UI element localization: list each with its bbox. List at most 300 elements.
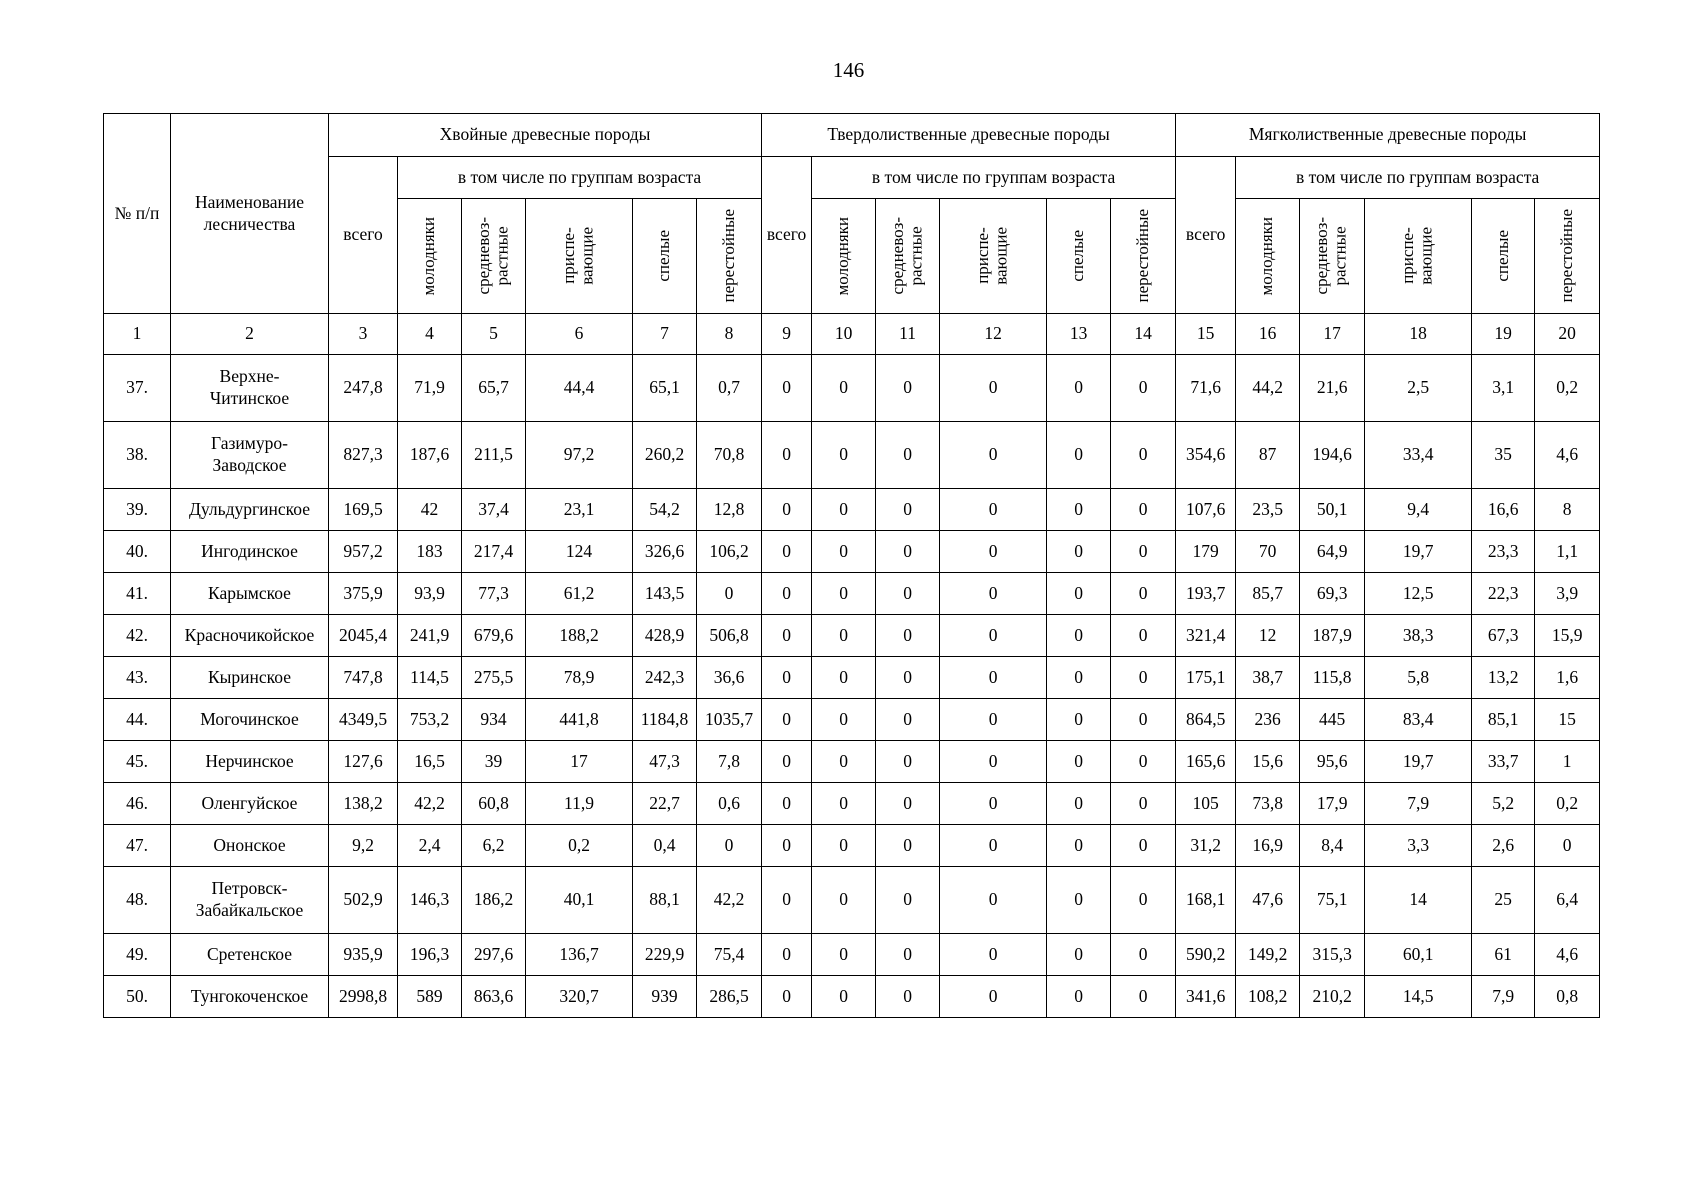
table-cell: 0 — [1111, 783, 1176, 825]
table-cell: 0 — [1047, 355, 1111, 422]
table-cell: 0 — [1111, 867, 1176, 934]
table-cell: 6,4 — [1535, 867, 1600, 934]
table-cell: 124 — [526, 531, 633, 573]
table-cell: 0 — [1111, 422, 1176, 489]
table-cell: 71,6 — [1176, 355, 1236, 422]
table-cell: 14,5 — [1365, 976, 1472, 1018]
table-cell: 0 — [762, 422, 812, 489]
table-cell: 0 — [762, 699, 812, 741]
column-number: 17 — [1300, 314, 1365, 355]
header-age-group — [1300, 199, 1365, 314]
table-cell: 42,2 — [398, 783, 462, 825]
table-cell: 0 — [1047, 573, 1111, 615]
table-cell: 0 — [1047, 934, 1111, 976]
table-cell: 22,7 — [633, 783, 697, 825]
table-cell: 934 — [462, 699, 526, 741]
row-number: 45. — [104, 741, 171, 783]
header-age-group-text: вающие — [1417, 227, 1437, 285]
forestry-name — [171, 825, 329, 867]
column-number: 12 — [940, 314, 1047, 355]
table-cell: 187,9 — [1300, 615, 1365, 657]
table-cell: 0 — [697, 825, 762, 867]
table-cell: 242,3 — [633, 657, 697, 699]
table-cell: 5,8 — [1365, 657, 1472, 699]
forestry-name-line: Заводское — [212, 455, 287, 475]
table-cell: 0 — [876, 531, 940, 573]
row-number: 50. — [104, 976, 171, 1018]
table-cell: 0 — [812, 976, 876, 1018]
table-cell: 1184,8 — [633, 699, 697, 741]
table-cell: 0 — [940, 783, 1047, 825]
table-cell: 60,8 — [462, 783, 526, 825]
table-cell: 0 — [812, 657, 876, 699]
table-row — [104, 489, 1600, 531]
table-cell: 50,1 — [1300, 489, 1365, 531]
table-cell: 0 — [1111, 699, 1176, 741]
forestry-name — [171, 422, 329, 489]
table-cell: 9,4 — [1365, 489, 1472, 531]
table-cell: 0 — [762, 573, 812, 615]
forestry-name — [171, 976, 329, 1018]
table-cell: 326,6 — [633, 531, 697, 573]
table-cell: 14 — [1365, 867, 1472, 934]
row-number: 42. — [104, 615, 171, 657]
header-age-group-text: вающие — [992, 227, 1012, 285]
table-cell: 75,1 — [1300, 867, 1365, 934]
header-age-group — [526, 199, 633, 314]
header-name: Наименование лесничества — [171, 114, 329, 314]
header-subgroup: в том числе по группам возраста — [812, 157, 1176, 199]
table-row — [104, 615, 1600, 657]
table-cell: 33,7 — [1472, 741, 1535, 783]
header-age-group-text: спелые — [1492, 230, 1512, 282]
table-cell: 17,9 — [1300, 783, 1365, 825]
table-cell: 64,9 — [1300, 531, 1365, 573]
header-age-group — [876, 199, 940, 314]
table-cell: 0 — [1047, 783, 1111, 825]
table-cell: 54,2 — [633, 489, 697, 531]
table-cell: 15 — [1535, 699, 1600, 741]
table-cell: 85,7 — [1236, 573, 1300, 615]
header-age-group — [462, 199, 526, 314]
table-cell: 23,1 — [526, 489, 633, 531]
table-cell: 0 — [1111, 934, 1176, 976]
row-number: 44. — [104, 699, 171, 741]
table-cell: 73,8 — [1236, 783, 1300, 825]
table-cell: 0 — [762, 934, 812, 976]
table-cell: 211,5 — [462, 422, 526, 489]
table-cell: 1035,7 — [697, 699, 762, 741]
table-cell: 0 — [940, 422, 1047, 489]
column-number: 15 — [1176, 314, 1236, 355]
table-cell: 0 — [1111, 355, 1176, 422]
row-number: 40. — [104, 531, 171, 573]
table-cell: 78,9 — [526, 657, 633, 699]
column-number: 10 — [812, 314, 876, 355]
table-cell: 4,6 — [1535, 422, 1600, 489]
table-cell: 428,9 — [633, 615, 697, 657]
table-cell: 3,3 — [1365, 825, 1472, 867]
table-cell: 23,5 — [1236, 489, 1300, 531]
forestry-name-line: Ононское — [213, 834, 286, 855]
table-cell: 69,3 — [1300, 573, 1365, 615]
column-number: 9 — [762, 314, 812, 355]
table-cell: 19,7 — [1365, 741, 1472, 783]
table-cell: 0 — [762, 867, 812, 934]
table-cell: 0,6 — [697, 783, 762, 825]
table-cell: 0 — [876, 934, 940, 976]
table-cell: 7,8 — [697, 741, 762, 783]
table-cell: 0 — [1111, 531, 1176, 573]
row-number: 43. — [104, 657, 171, 699]
table-cell: 0 — [876, 573, 940, 615]
table-cell: 77,3 — [462, 573, 526, 615]
table-cell: 93,9 — [398, 573, 462, 615]
table-cell: 8 — [1535, 489, 1600, 531]
table-cell: 38,3 — [1365, 615, 1472, 657]
table-cell: 0 — [762, 355, 812, 422]
table-cell: 25 — [1472, 867, 1535, 934]
column-number: 2 — [171, 314, 329, 355]
header-age-group — [398, 199, 462, 314]
header-age-group-text: растные — [906, 226, 926, 286]
header-group-softwood: Мягколиственные древесные породы — [1176, 114, 1600, 157]
header-age-group — [1111, 199, 1176, 314]
table-cell: 2998,8 — [329, 976, 398, 1018]
table-cell: 61,2 — [526, 573, 633, 615]
header-age-group-text: молодняки — [419, 216, 439, 296]
table-cell: 188,2 — [526, 615, 633, 657]
table-cell: 12,5 — [1365, 573, 1472, 615]
table-cell: 315,3 — [1300, 934, 1365, 976]
table-cell: 38,7 — [1236, 657, 1300, 699]
page-number: 146 — [832, 58, 865, 82]
table-cell: 679,6 — [462, 615, 526, 657]
table-cell: 0 — [1111, 825, 1176, 867]
header-age-group-text: средневоз- — [473, 217, 493, 295]
header-age-group-text: приспе- — [973, 227, 993, 285]
table-cell: 136,7 — [526, 934, 633, 976]
header-age-group-text: спелые — [1068, 230, 1088, 282]
forestry-name-line: Дульдургинское — [188, 498, 311, 519]
table-cell: 0 — [812, 489, 876, 531]
table-cell: 0 — [940, 867, 1047, 934]
table-cell: 0 — [812, 867, 876, 934]
table-cell: 0 — [1111, 615, 1176, 657]
table-row — [104, 825, 1600, 867]
header-age-group — [1047, 199, 1111, 314]
header-total: всего — [329, 157, 398, 314]
table-cell: 115,8 — [1300, 657, 1365, 699]
header-age-group — [1472, 199, 1535, 314]
forestry-name-line: Оленгуйское — [201, 792, 298, 813]
table-cell: 36,6 — [697, 657, 762, 699]
forest-stock-table — [103, 113, 1600, 1018]
header-age-group-text: растные — [1331, 226, 1351, 286]
header-age-group — [633, 199, 697, 314]
table-row — [104, 657, 1600, 699]
header-age-group-text: молодняки — [1257, 216, 1277, 296]
table-cell: 2045,4 — [329, 615, 398, 657]
table-cell: 17 — [526, 741, 633, 783]
table-cell: 0 — [876, 355, 940, 422]
forestry-name-line: Кыринское — [207, 666, 292, 687]
table-cell: 0 — [762, 615, 812, 657]
table-cell: 354,6 — [1176, 422, 1236, 489]
table-cell: 183 — [398, 531, 462, 573]
table-cell: 0 — [1047, 825, 1111, 867]
row-number: 46. — [104, 783, 171, 825]
table-cell: 31,2 — [1176, 825, 1236, 867]
forestry-name — [171, 657, 329, 699]
header-group-conifer: Хвойные древесные породы — [329, 114, 762, 157]
forestry-name-line: Могочинское — [200, 708, 299, 729]
row-number: 48. — [104, 867, 171, 934]
table-row — [104, 573, 1600, 615]
column-number: 1 — [104, 314, 171, 355]
table-cell: 0 — [812, 825, 876, 867]
table-cell: 47,3 — [633, 741, 697, 783]
header-age-group-text: спелые — [654, 230, 674, 282]
table-cell: 321,4 — [1176, 615, 1236, 657]
table-row — [104, 741, 1600, 783]
forestry-name — [171, 615, 329, 657]
table-cell: 590,2 — [1176, 934, 1236, 976]
table-row — [104, 783, 1600, 825]
forestry-name-line: Сретенское — [206, 943, 293, 964]
header-age-group — [697, 199, 762, 314]
table-cell: 19,7 — [1365, 531, 1472, 573]
table-cell: 0 — [1047, 489, 1111, 531]
table-cell: 0 — [940, 934, 1047, 976]
forestry-name — [171, 934, 329, 976]
table-cell: 0,2 — [1535, 355, 1600, 422]
table-cell: 260,2 — [633, 422, 697, 489]
table-cell: 0 — [940, 489, 1047, 531]
table-cell: 35 — [1472, 422, 1535, 489]
column-number: 14 — [1111, 314, 1176, 355]
header-age-group — [1236, 199, 1300, 314]
table-cell: 286,5 — [697, 976, 762, 1018]
table-cell: 1,6 — [1535, 657, 1600, 699]
table-cell: 44,2 — [1236, 355, 1300, 422]
table-row — [104, 934, 1600, 976]
table-cell: 0 — [762, 741, 812, 783]
table-cell: 85,1 — [1472, 699, 1535, 741]
table-cell: 97,2 — [526, 422, 633, 489]
column-number: 18 — [1365, 314, 1472, 355]
table-cell: 0 — [940, 657, 1047, 699]
table-cell: 0 — [762, 657, 812, 699]
table-cell: 0 — [876, 783, 940, 825]
table-cell: 44,4 — [526, 355, 633, 422]
forestry-name-line: Карымское — [208, 582, 291, 603]
table-cell: 70 — [1236, 531, 1300, 573]
table-cell: 0 — [1535, 825, 1600, 867]
table-cell: 0,4 — [633, 825, 697, 867]
table-cell: 0 — [940, 615, 1047, 657]
table-cell: 217,4 — [462, 531, 526, 573]
table-cell: 2,4 — [398, 825, 462, 867]
forestry-name — [171, 355, 329, 422]
table-cell: 4,6 — [1535, 934, 1600, 976]
table-cell: 827,3 — [329, 422, 398, 489]
header-age-group — [1535, 199, 1600, 314]
table-cell: 229,9 — [633, 934, 697, 976]
table-cell: 146,3 — [398, 867, 462, 934]
table-row — [104, 699, 1600, 741]
table-cell: 4349,5 — [329, 699, 398, 741]
row-number: 47. — [104, 825, 171, 867]
header-age-group-text: молодняки — [833, 216, 853, 296]
row-number: 49. — [104, 934, 171, 976]
table-cell: 935,9 — [329, 934, 398, 976]
forestry-name — [171, 489, 329, 531]
table-cell: 16,5 — [398, 741, 462, 783]
table-cell: 0 — [762, 783, 812, 825]
header-age-group-text: растные — [492, 226, 512, 286]
table-cell: 0 — [876, 489, 940, 531]
table-cell: 61 — [1472, 934, 1535, 976]
table-cell: 193,7 — [1176, 573, 1236, 615]
header-subgroup: в том числе по группам возраста — [398, 157, 762, 199]
table-cell: 753,2 — [398, 699, 462, 741]
table-cell: 8,4 — [1300, 825, 1365, 867]
forestry-name-line: Верхне- — [219, 366, 280, 387]
table-cell: 747,8 — [329, 657, 398, 699]
table-cell: 13,2 — [1472, 657, 1535, 699]
table-cell: 441,8 — [526, 699, 633, 741]
table-cell: 0 — [940, 825, 1047, 867]
table-cell: 40,1 — [526, 867, 633, 934]
row-number: 39. — [104, 489, 171, 531]
table-cell: 33,4 — [1365, 422, 1472, 489]
table-cell: 0 — [812, 615, 876, 657]
table-cell: 3,1 — [1472, 355, 1535, 422]
table-cell: 0 — [1047, 422, 1111, 489]
table-cell: 589 — [398, 976, 462, 1018]
header-group-hardwood: Твердолиственные древесные породы — [762, 114, 1176, 157]
header-age-group-text: перестойные — [1132, 209, 1152, 303]
table-cell: 168,1 — [1176, 867, 1236, 934]
header-age-group-text: средневоз- — [887, 217, 907, 295]
table-cell: 275,5 — [462, 657, 526, 699]
column-number: 19 — [1472, 314, 1535, 355]
table-cell: 0 — [812, 573, 876, 615]
table-cell: 11,9 — [526, 783, 633, 825]
table-cell: 0 — [1111, 489, 1176, 531]
table-cell: 297,6 — [462, 934, 526, 976]
forestry-name-line: Забайкальское — [195, 900, 304, 920]
table-cell: 0 — [812, 934, 876, 976]
header-age-group-text: перестойные — [718, 209, 738, 303]
table-cell: 445 — [1300, 699, 1365, 741]
table-cell: 5,2 — [1472, 783, 1535, 825]
table-cell: 175,1 — [1176, 657, 1236, 699]
table-row — [104, 531, 1600, 573]
forestry-name-line: Газимуро- — [211, 433, 288, 454]
header-total: всего — [1176, 157, 1236, 314]
table-cell: 15,6 — [1236, 741, 1300, 783]
table-row — [104, 867, 1600, 934]
table-cell: 106,2 — [697, 531, 762, 573]
table-cell: 236 — [1236, 699, 1300, 741]
table-cell: 0,8 — [1535, 976, 1600, 1018]
table-cell: 2,5 — [1365, 355, 1472, 422]
table-cell: 16,6 — [1472, 489, 1535, 531]
table-cell: 105 — [1176, 783, 1236, 825]
table-cell: 15,9 — [1535, 615, 1600, 657]
table-cell: 0 — [940, 531, 1047, 573]
table-cell: 0 — [1047, 741, 1111, 783]
header-age-group-text: средневоз- — [1312, 217, 1332, 295]
header-no: № п/п — [104, 114, 171, 314]
table-row — [104, 976, 1600, 1018]
table-cell: 0,2 — [526, 825, 633, 867]
table-cell: 143,5 — [633, 573, 697, 615]
table-cell: 0 — [1047, 615, 1111, 657]
table-cell: 341,6 — [1176, 976, 1236, 1018]
table-cell: 6,2 — [462, 825, 526, 867]
table-row — [104, 355, 1600, 422]
table-cell: 149,2 — [1236, 934, 1300, 976]
table-cell: 247,8 — [329, 355, 398, 422]
table-cell: 0 — [876, 699, 940, 741]
table-cell: 65,1 — [633, 355, 697, 422]
table-cell: 9,2 — [329, 825, 398, 867]
table-cell: 0 — [1111, 976, 1176, 1018]
table-cell: 71,9 — [398, 355, 462, 422]
table-cell: 0 — [762, 489, 812, 531]
forestry-name-line: Ингодинское — [201, 540, 298, 561]
table-cell: 0 — [812, 741, 876, 783]
table-cell: 39 — [462, 741, 526, 783]
table-cell: 88,1 — [633, 867, 697, 934]
forestry-name — [171, 741, 329, 783]
table-cell: 0 — [762, 531, 812, 573]
table-cell: 0 — [697, 573, 762, 615]
column-number: 4 — [398, 314, 462, 355]
table-cell: 42 — [398, 489, 462, 531]
forestry-name-line: Нерчинское — [205, 750, 294, 771]
table-cell: 0 — [812, 422, 876, 489]
table-cell: 506,8 — [697, 615, 762, 657]
table-cell: 16,9 — [1236, 825, 1300, 867]
table-cell: 0 — [1111, 573, 1176, 615]
forestry-name — [171, 531, 329, 573]
table-cell: 179 — [1176, 531, 1236, 573]
table-cell: 169,5 — [329, 489, 398, 531]
column-number: 8 — [697, 314, 762, 355]
table-cell: 0 — [762, 825, 812, 867]
table-cell: 21,6 — [1300, 355, 1365, 422]
table-cell: 165,6 — [1176, 741, 1236, 783]
table-cell: 0 — [812, 699, 876, 741]
header-age-group-text: приспе- — [1398, 227, 1418, 285]
table-cell: 186,2 — [462, 867, 526, 934]
table-cell: 0 — [1047, 699, 1111, 741]
column-number: 7 — [633, 314, 697, 355]
column-number: 11 — [876, 314, 940, 355]
header-age-group-text: вающие — [578, 227, 597, 285]
table-cell: 241,9 — [398, 615, 462, 657]
table-cell: 0 — [940, 976, 1047, 1018]
table-cell: 0 — [812, 531, 876, 573]
table-cell: 0 — [876, 825, 940, 867]
table-cell: 1,1 — [1535, 531, 1600, 573]
row-number: 41. — [104, 573, 171, 615]
table-cell: 70,8 — [697, 422, 762, 489]
